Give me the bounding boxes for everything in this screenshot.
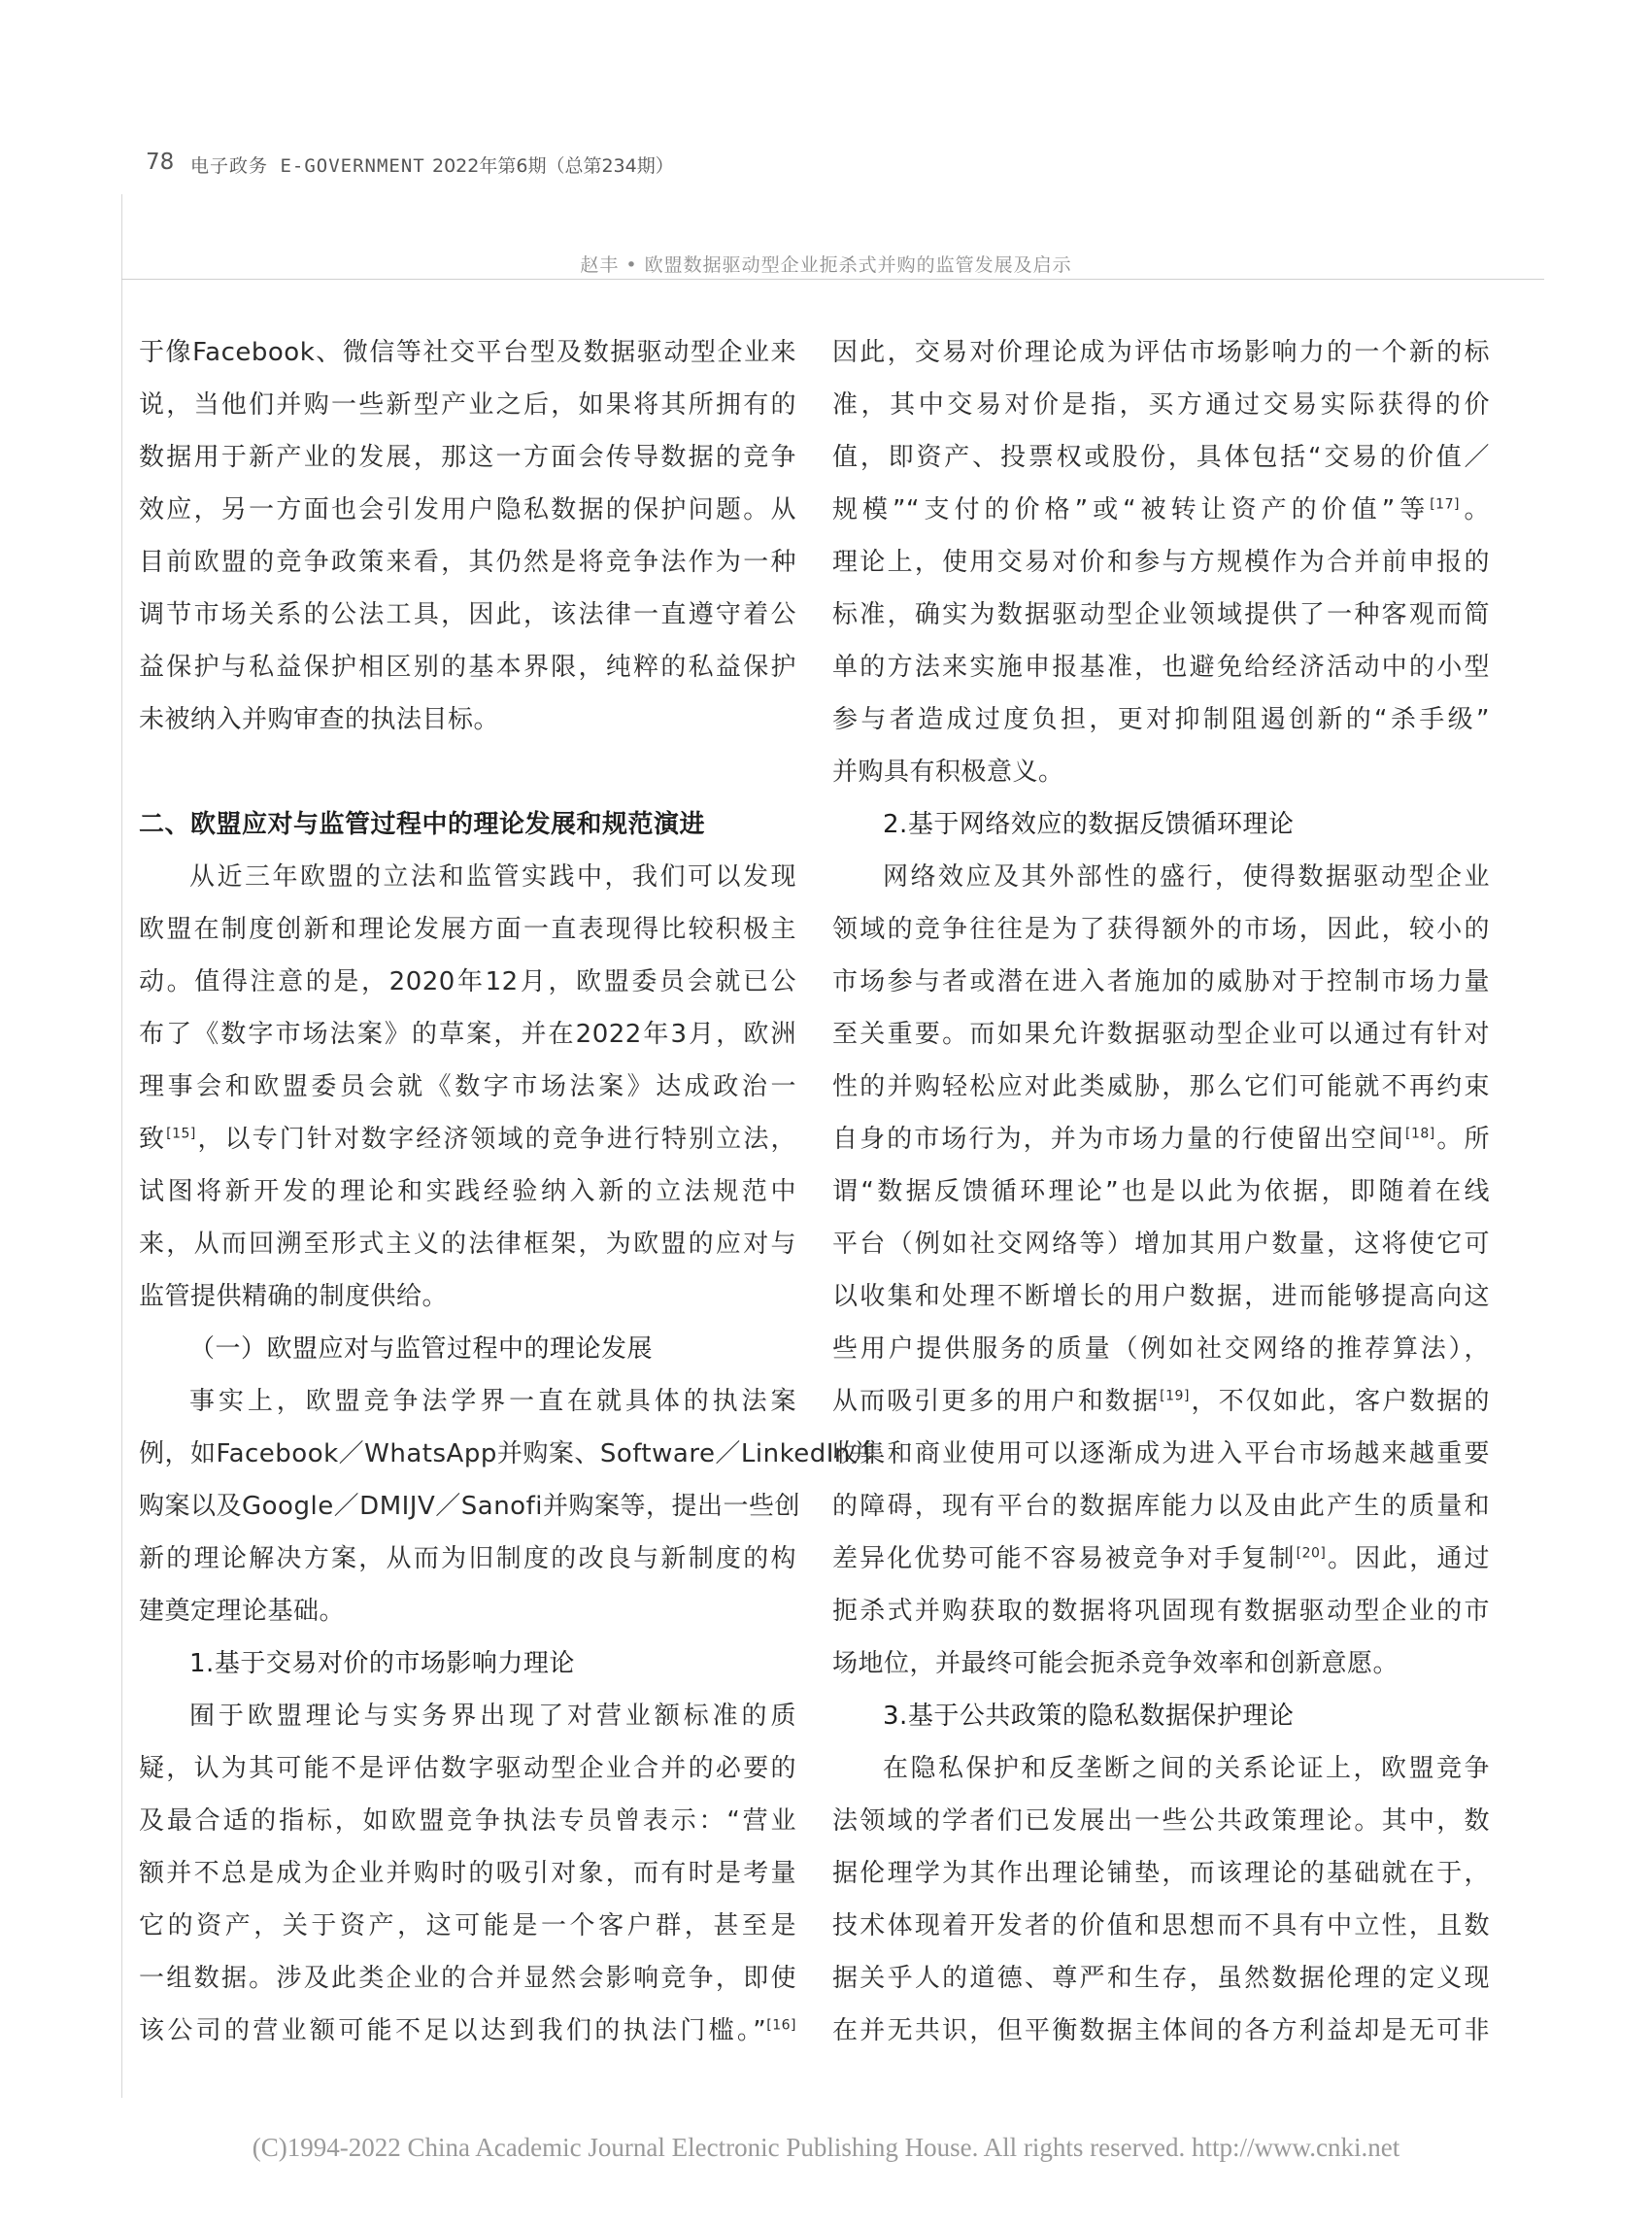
- journal-issue: 2022年第6期（总第234期）: [432, 155, 674, 177]
- text-line: 建奠定理论基础。: [139, 1597, 346, 1626]
- text-line: 参与者造成过度负担，更对抑制阻遏创新的“杀手级”: [832, 705, 1490, 734]
- text-line: 益保护与私益保护相区别的基本界限，纯粹的私益保护: [139, 653, 796, 682]
- text-line: 因此，交易对价理论成为评估市场影响力的一个新的标: [832, 338, 1490, 367]
- text-line: 至关重要。而如果允许数据驱动型企业可以通过有针对: [832, 1020, 1490, 1049]
- text-line: 购案以及Google／DMIJV／Sanofi并购案等，提出一些创: [139, 1492, 800, 1521]
- text-line: 数据用于新产业的发展，那这一方面会传导数据的竞争: [139, 443, 796, 472]
- text-line: 监管提供精确的制度供给。: [139, 1282, 449, 1311]
- text-line: 效应，另一方面也会引发用户隐私数据的保护问题。从: [139, 495, 796, 524]
- subsubsection-heading: [832, 1690, 1490, 1742]
- page-number: 78: [146, 150, 175, 175]
- header-rule: [121, 279, 1544, 280]
- text-line: 囿于欧盟理论与实务界出现了对营业额标准的质: [189, 1702, 796, 1731]
- text-line: 动。值得注意的是，2020年12月，欧盟委员会就已公: [139, 967, 796, 996]
- text-line: 说，当他们并购一些新型产业之后，如果将其所拥有的: [139, 390, 796, 420]
- text-line: 额并不总是成为企业并购时的吸引对象，而有时是考量: [139, 1859, 796, 1888]
- citation: [19]: [1160, 1388, 1190, 1404]
- citation: [17]: [1430, 496, 1460, 513]
- text-line: 准，其中交易对价是指，买方通过交易实际获得的价: [832, 390, 1490, 420]
- text-run: 差异化优势可能不容易被竞争对手复制: [832, 1544, 1297, 1573]
- text-line: 欧盟在制度创新和理论发展方面一直表现得比较积极主: [139, 915, 796, 944]
- text-line: 标准，确实为数据驱动型企业领域提供了一种客观而简: [832, 600, 1490, 629]
- citation: [15]: [166, 1126, 196, 1142]
- citation: [18]: [1405, 1126, 1435, 1142]
- text-run: 。所: [1434, 1125, 1490, 1154]
- text-line: 调节市场关系的公法工具，因此，该法律一直遵守着公: [139, 600, 796, 629]
- text-line: 理事会和欧盟委员会就《数字市场法案》达成政治一: [139, 1072, 796, 1101]
- copyright-footer: (C)1994-2022 China Academic Journal Electronic Publishing House. All rights reserved. http://www.cnki.net: [252, 2133, 1400, 2162]
- text-line: 它的资产，关于资产，这可能是一个客户群，甚至是: [139, 1911, 796, 1940]
- text-line: 领域的竞争往往是为了获得额外的市场，因此，较小的: [832, 915, 1490, 944]
- heading-text: 基于网络效应的数据反馈循环理论: [907, 810, 1295, 839]
- text-line: 收集和商业使用可以逐渐成为进入平台市场越来越重要: [832, 1439, 1490, 1468]
- text-line: 目前欧盟的竞争政策来看，其仍然是将竞争法作为一种: [139, 548, 796, 577]
- right-column: [832, 326, 1490, 2057]
- text-line: 以收集和处理不断增长的用户数据，进而能够提高向这: [832, 1282, 1490, 1311]
- subsubsection-heading: [832, 798, 1490, 851]
- text-line: 值，即资产、投票权或股份，具体包括“交易的价值／: [832, 443, 1490, 472]
- text-line: 法领域的学者们已发展出一些公共政策理论。其中，数: [832, 1806, 1490, 1836]
- text-run: ，以专门针对数字经济领域的竞争进行特别立法，: [195, 1125, 796, 1154]
- text-line: 单的方法来实施申报基准，也避免给经济活动中的小型: [832, 653, 1490, 682]
- text-line: 试图将新开发的理论和实践经验纳入新的立法规范中: [139, 1177, 796, 1206]
- text-line: 技术体现着开发者的价值和思想而不具有中立性，且数: [832, 1911, 1490, 1940]
- subsubsection-heading: [139, 1637, 796, 1690]
- text-line: 未被纳入并购审查的执法目标。: [139, 705, 500, 734]
- text-run: 从而吸引更多的用户和数据: [832, 1387, 1161, 1416]
- text-line: [832, 484, 1490, 536]
- text-line: 在隐私保护和反垄断之间的关系论证上，欧盟竞争: [883, 1754, 1490, 1783]
- text-line: [139, 2005, 796, 2057]
- text-line: [832, 1533, 1490, 1585]
- text-line: 扼杀式并购获取的数据将巩固现有数据驱动型企业的市: [832, 1597, 1490, 1626]
- heading-text: 基于交易对价的市场影响力理论: [214, 1649, 575, 1678]
- text-line: 新的理论解决方案，从而为旧制度的改良与新制度的构: [139, 1544, 796, 1573]
- text-line: [139, 1113, 796, 1165]
- text-run: 规模”“支付的价格”或“被转让资产的价值”等: [832, 495, 1431, 524]
- spacer: [139, 746, 796, 798]
- text-run: 致: [139, 1125, 167, 1154]
- text-line: [832, 1113, 1490, 1165]
- text-line: 性的并购轻松应对此类威胁，那么它们可能就不再约束: [832, 1072, 1490, 1101]
- text-line: 些用户提供服务的质量（例如社交网络的推荐算法），: [832, 1334, 1490, 1364]
- text-line: 及最合适的指标，如欧盟竞争执法专员曾表示：“营业: [139, 1806, 796, 1836]
- text-run: ，不仅如此，客户数据的: [1189, 1387, 1490, 1416]
- text-line: [832, 1375, 1490, 1428]
- text-line: 事实上，欧盟竞争法学界一直在就具体的执法案: [189, 1387, 796, 1416]
- text-line: 并购具有积极意义。: [832, 758, 1064, 787]
- margin-rule: [121, 194, 122, 2098]
- journal-name: 电子政务 E-GOVERNMENT: [190, 155, 425, 177]
- text-line: 理论上，使用交易对价和参与方规模作为合并前申报的: [832, 548, 1490, 577]
- section-heading: 二、欧盟应对与监管过程中的理论发展和规范演进: [139, 810, 706, 839]
- running-title: 赵丰 • 欧盟数据驱动型企业扼杀式并购的监管发展及启示: [580, 254, 1072, 276]
- text-line: 例，如Facebook／WhatsApp并购案、Software／LinkedIn并: [139, 1439, 877, 1468]
- text-line: 疑，认为其可能不是评估数字驱动型企业合并的必要的: [139, 1754, 796, 1783]
- text-line: 在并无共识，但平衡数据主体间的各方利益却是无可非: [832, 2016, 1490, 2045]
- text-run: 该公司的营业额可能不足以达到我们的执法门槛。”: [139, 2016, 767, 2045]
- subsection-heading: （一）欧盟应对与监管过程中的理论发展: [189, 1334, 654, 1364]
- citation: [20]: [1296, 1545, 1327, 1562]
- text-line: 网络效应及其外部性的盛行，使得数据驱动型企业: [883, 862, 1490, 892]
- text-line: 来，从而回溯至形式主义的法律框架，为欧盟的应对与: [139, 1230, 796, 1259]
- heading-number: 1.: [189, 1649, 215, 1678]
- text-run: 。因此，通过: [1326, 1544, 1490, 1573]
- text-line: 从近三年欧盟的立法和监管实践中，我们可以发现: [189, 862, 796, 892]
- text-line: 据关乎人的道德、尊严和生存，虽然数据伦理的定义现: [832, 1964, 1490, 1993]
- text-line: 一组数据。涉及此类企业的合并显然会影响竞争，即使: [139, 1964, 796, 1993]
- text-line: 谓“数据反馈循环理论”也是以此为依据，即随着在线: [832, 1177, 1490, 1206]
- citation: [16]: [766, 2017, 796, 2034]
- text-line: 的障碍，现有平台的数据库能力以及由此产生的质量和: [832, 1492, 1490, 1521]
- text-line: 于像Facebook、微信等社交平台型及数据驱动型企业来: [139, 338, 796, 367]
- left-column: [139, 326, 877, 2057]
- text-line: 市场参与者或潜在进入者施加的威胁对于控制市场力量: [832, 967, 1490, 996]
- heading-number: 2.: [883, 810, 908, 839]
- text-line: 布了《数字市场法案》的草案，并在2022年3月，欧洲: [139, 1020, 796, 1049]
- heading-number: 3.: [883, 1702, 908, 1731]
- text-run: 。: [1459, 495, 1490, 524]
- text-run: 自身的市场行为，并为市场力量的行使留出空间: [832, 1125, 1406, 1154]
- text-line: 据伦理学为其作出理论铺垫，而该理论的基础就在于，: [832, 1859, 1490, 1888]
- text-line: 场地位，并最终可能会扼杀竞争效率和创新意愿。: [832, 1649, 1399, 1678]
- heading-text: 基于公共政策的隐私数据保护理论: [907, 1702, 1295, 1731]
- text-line: 平台（例如社交网络等）增加其用户数量，这将使它可: [832, 1230, 1490, 1259]
